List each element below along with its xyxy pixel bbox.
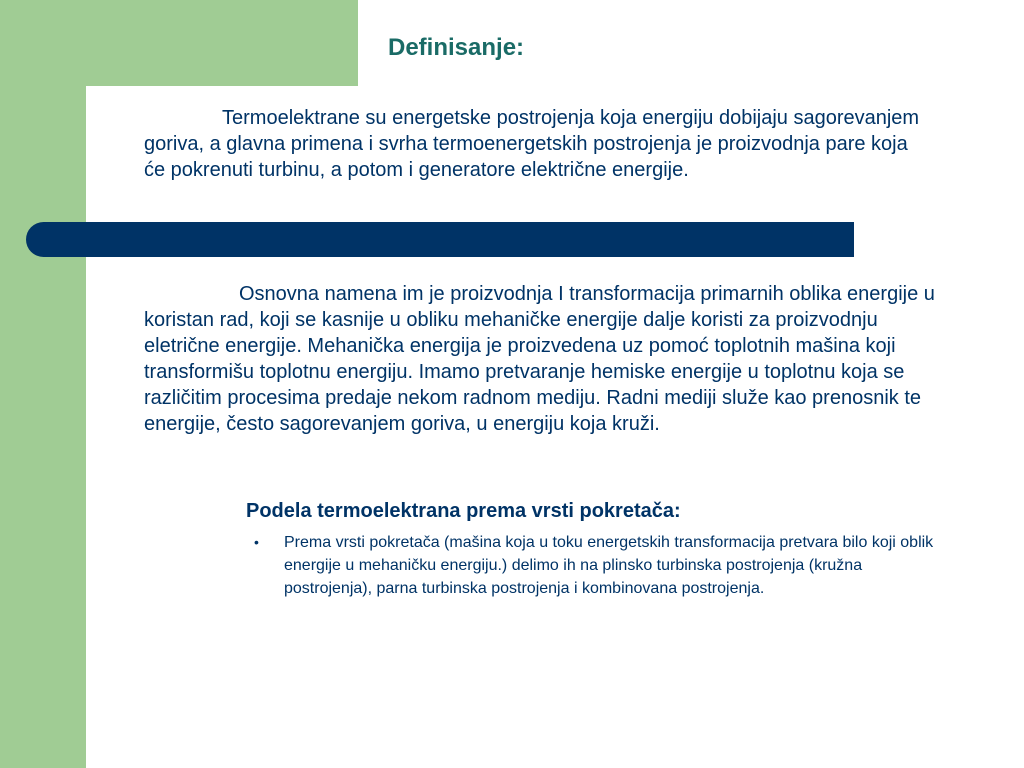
decorative-green-header-band bbox=[0, 0, 358, 86]
slide-title: Definisanje: bbox=[388, 34, 525, 61]
bullet-marker: • bbox=[254, 534, 259, 550]
decorative-rounded-corner bbox=[86, 86, 146, 146]
bullet-text: Prema vrsti pokretača (mašina koja u toku energetskih transformacija pretvara bilo koji oblik energije u mehaničku energiju.) delimo ih na plinsko turbinska postrojenja (kružna postrojenja), parna turbinska postrojenja i kombinovana postrojenja. bbox=[284, 534, 934, 597]
bullet-item bbox=[252, 531, 952, 600]
decorative-navy-bar bbox=[26, 222, 854, 257]
definition-paragraph: Termoelektrane su energetske postrojenja koja energiju dobijaju sagorevanjem goriva, a glavna primena i svrha termoenergetskih postrojenja je proizvodnja pare koja će pokrenuti turbinu, a potom i generatore električne energije. bbox=[144, 107, 920, 181]
decorative-green-sidebar bbox=[0, 0, 86, 768]
purpose-paragraph: Osnovna namena im je proizvodnja I transformacija primarnih oblika energije u koristan rad, koji se kasnije u obliku mehaničke energije dalje koristi za proizvodnju eletrične energije. Mehanička energija je proizvedena uz pomoć toplotnih mašina koji transformišu toplotnu energiju. Imamo pretvaranje hemiske energije u toplotnu koja se različitim procesima predaje nekom radnom mediju. Radni mediji služe kao prenosnik te energije, često sagorevanjem goriva, u energiju koja kruži. bbox=[144, 283, 935, 435]
section-subheading: Podela termoelektrana prema vrsti pokretača: bbox=[246, 500, 681, 522]
bullet-list bbox=[252, 531, 952, 600]
